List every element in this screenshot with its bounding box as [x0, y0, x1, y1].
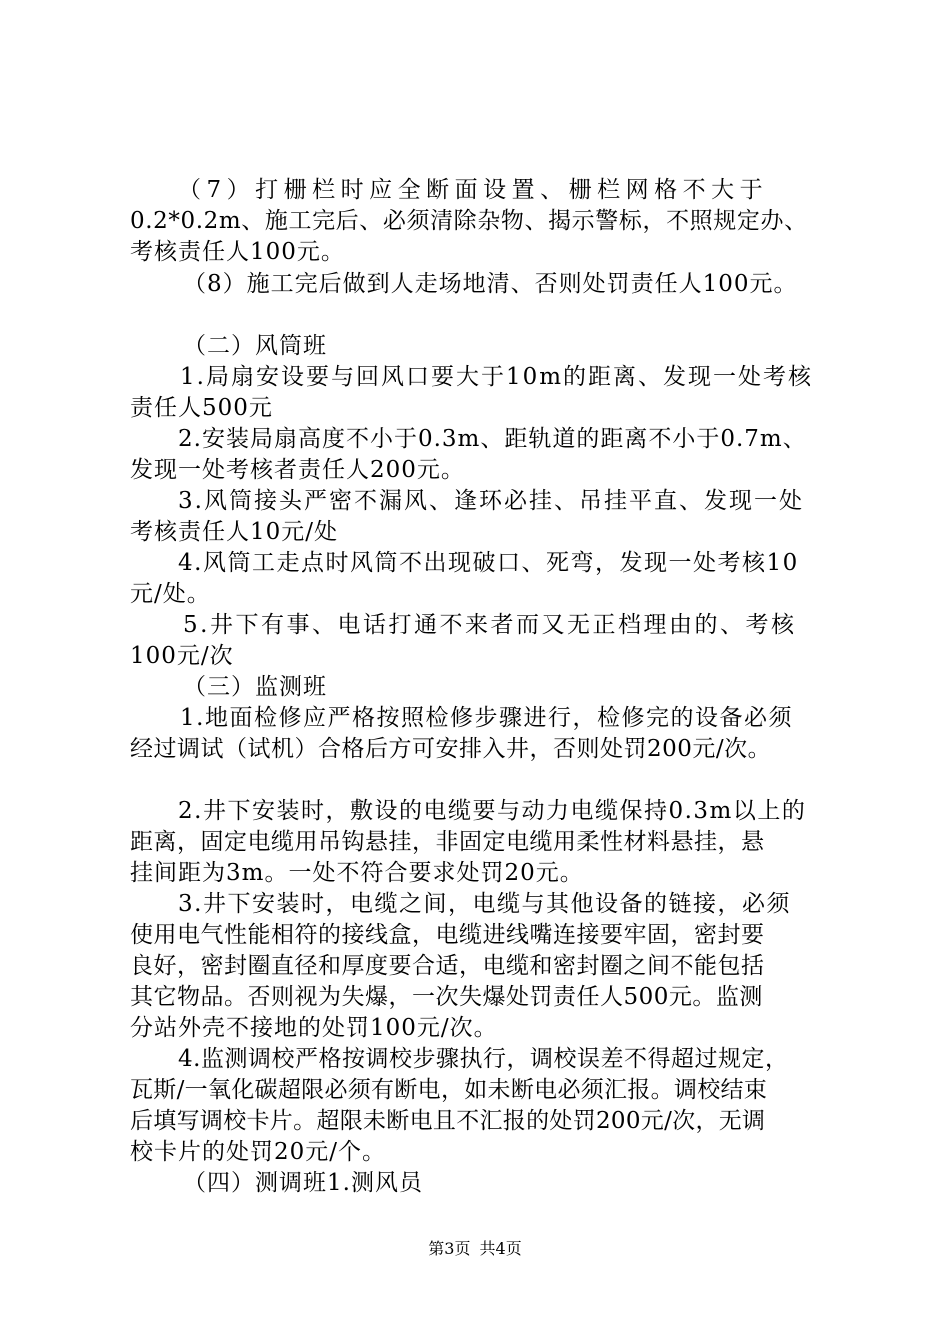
paragraph-line: 责任人500元 — [130, 395, 273, 421]
paragraph-line: 后填写调校卡片。超限未断电且不汇报的处罚200元/次，无调 — [130, 1108, 766, 1134]
paragraph-line: 1.地面检修应严格按照检修步骤进行，检修完的设备必须 — [180, 705, 793, 731]
paragraph-line: 5.井下有事、电话打通不来者而又无正档理由的、考核 — [183, 612, 797, 638]
paragraph-line: 3.井下安装时，电缆之间，电缆与其他设备的链接，必须 — [178, 891, 791, 917]
paragraph-line: 瓦斯/一氧化碳超限必须有断电，如未断电必须汇报。调校结束 — [130, 1077, 768, 1103]
paragraph-line: 0.2*0.2m、施工完后、必须清除杂物、揭示警标，不照规定办、 — [130, 208, 808, 234]
section-heading: （二）风筒班 — [183, 333, 327, 359]
section-heading: （三）监测班 — [183, 674, 327, 700]
paragraph-line: 2.井下安装时，敷设的电缆要与动力电缆保持0.3m以上的 — [178, 798, 807, 824]
paragraph-line: （8）施工完后做到人走场地清、否则处罚责任人100元。 — [183, 271, 798, 297]
paragraph-line: 校卡片的处罚20元/个。 — [130, 1139, 387, 1165]
paragraph-line: 3.风筒接头严密不漏风、逢环必挂、吊挂平直、发现一处 — [178, 488, 804, 514]
paragraph-line: 考核责任人100元。 — [130, 239, 345, 265]
paragraph-line: 使用电气性能相符的接线盒，电缆进线嘴连接要牢固，密封要 — [130, 922, 765, 948]
paragraph-line: 100元/次 — [130, 643, 234, 669]
paragraph-line: 元/处。 — [130, 581, 211, 607]
paragraph-line: 4.监测调校严格按调校步骤执行，调校误差不得超过规定， — [178, 1046, 789, 1072]
paragraph-line: 考核责任人10元/处 — [130, 519, 339, 545]
paragraph-line: 经过调试（试机）合格后方可安排入井，否则处罚200元/次。 — [130, 736, 772, 762]
page-number: 第3页 — [428, 1239, 471, 1258]
paragraph-line: 距离，固定电缆用吊钩悬挂，非固定电缆用柔性材料悬挂，悬 — [130, 829, 765, 855]
section-heading: （四）测调班1.测风员 — [183, 1170, 423, 1196]
page-footer — [0, 1239, 950, 1259]
page-total: 共4页 — [479, 1239, 522, 1258]
paragraph-line: 1.局扇安设要与回风口要大于10m的距离、发现一处考核 — [180, 364, 814, 390]
paragraph-line: 2.安装局扇高度不小于0.3m、距轨道的距离不小于0.7m、 — [178, 426, 807, 452]
paragraph-line: （7）打栅栏时应全断面设置、栅栏网格不大于 — [178, 177, 769, 203]
paragraph-line: 分站外壳不接地的处罚100元/次。 — [130, 1015, 498, 1041]
paragraph-line: 其它物品。否则视为失爆，一次失爆处罚责任人500元。监测 — [130, 984, 763, 1010]
paragraph-line: 良好，密封圈直径和厚度要合适，电缆和密封圈之间不能包括 — [130, 953, 765, 979]
paragraph-line: 挂间距为3m。一处不符合要求处罚20元。 — [130, 860, 584, 886]
paragraph-line: 4.风筒工走点时风筒不出现破口、死弯，发现一处考核10 — [178, 550, 799, 576]
paragraph-line: 发现一处考核者责任人200元。 — [130, 457, 465, 483]
